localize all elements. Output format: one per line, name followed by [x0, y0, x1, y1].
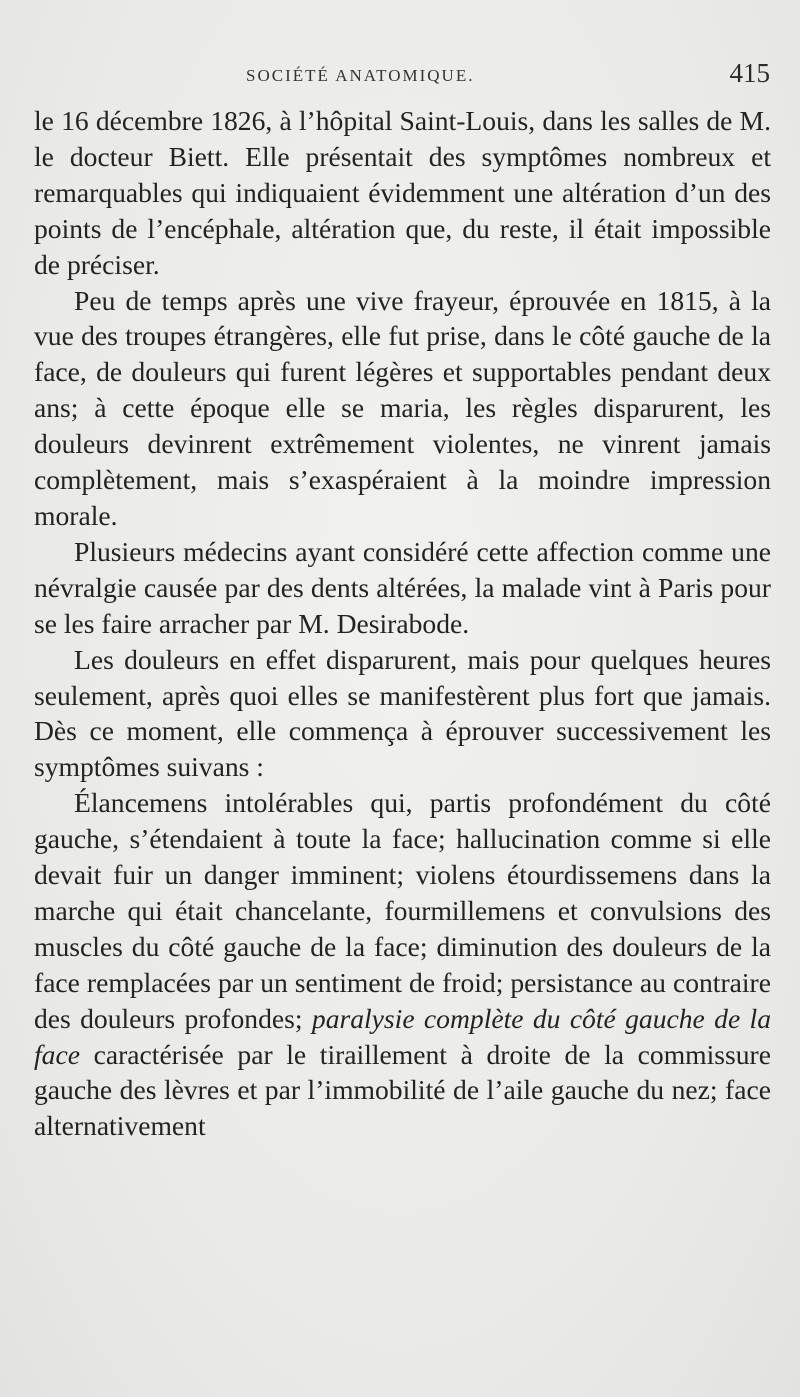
paragraph-5-part-b: caractérisée par le tiraillement à droite de la commissure gauche des lèvres et par l’immobilité de l’aile gauche du nez; face alternativement: [34, 1038, 771, 1142]
running-title: SOCIÉTÉ ANATOMIQUE.: [246, 66, 475, 85]
paragraph-5-italic: paralysie complète du côté gauche de la face: [34, 1002, 772, 1070]
paragraph-4: Les douleurs en effet disparurent, mais pour quelques heures seulement, après quoi elles se manifestèrent plus fort que jamais. Dès ce moment, elle commença à éprouver successivement les symptômes suivans :: [34, 643, 771, 783]
paragraph-5: [34, 785, 771, 1144]
paragraph-2: Peu de temps après une vive frayeur, éprouvée en 1815, à la vue des troupes étrangères, elle fut prise, dans le côté gauche de la face, de douleurs qui furent légères et supportables pendant deux ans; à cette époque elle se maria, les règles disparurent, les douleurs devinrent extrêmement violentes, ne vinrent jamais complètement, mais s’exaspéraient à la moindre impression morale.: [34, 284, 771, 531]
page-header: [0, 58, 800, 94]
page-number: 415: [729, 58, 770, 88]
paragraph-3: Plusieurs médecins ayant considéré cette affection comme une névralgie causée par des dents altérées, la malade vint à Paris pour se les faire arracher par M. Desirabode.: [34, 535, 771, 639]
body-text: [34, 103, 771, 1144]
paragraph-5-part-a: Élancemens intolérables qui, partis profondément du côté gauche, s’étendaient à toute la face; hallucination comme si elle devait fuir un danger imminent; violens étourdissemens dans la marche qui était chancelante, fourmillemens et convulsions des muscles du côté gauche de la face; diminution des douleurs de la face remplacées par un sentiment de froid; persistance au contraire des douleurs profondes;: [34, 787, 771, 1034]
paragraph-1: le 16 décembre 1826, à l’hôpital Saint-Louis, dans les salles de M. le docteur Biett. Elle présentait des symptômes nombreux et remarquables qui indiquaient évidemment une altération d’un des points de l’encéphale, altération que, du reste, il était impossible de préciser.: [34, 105, 771, 280]
